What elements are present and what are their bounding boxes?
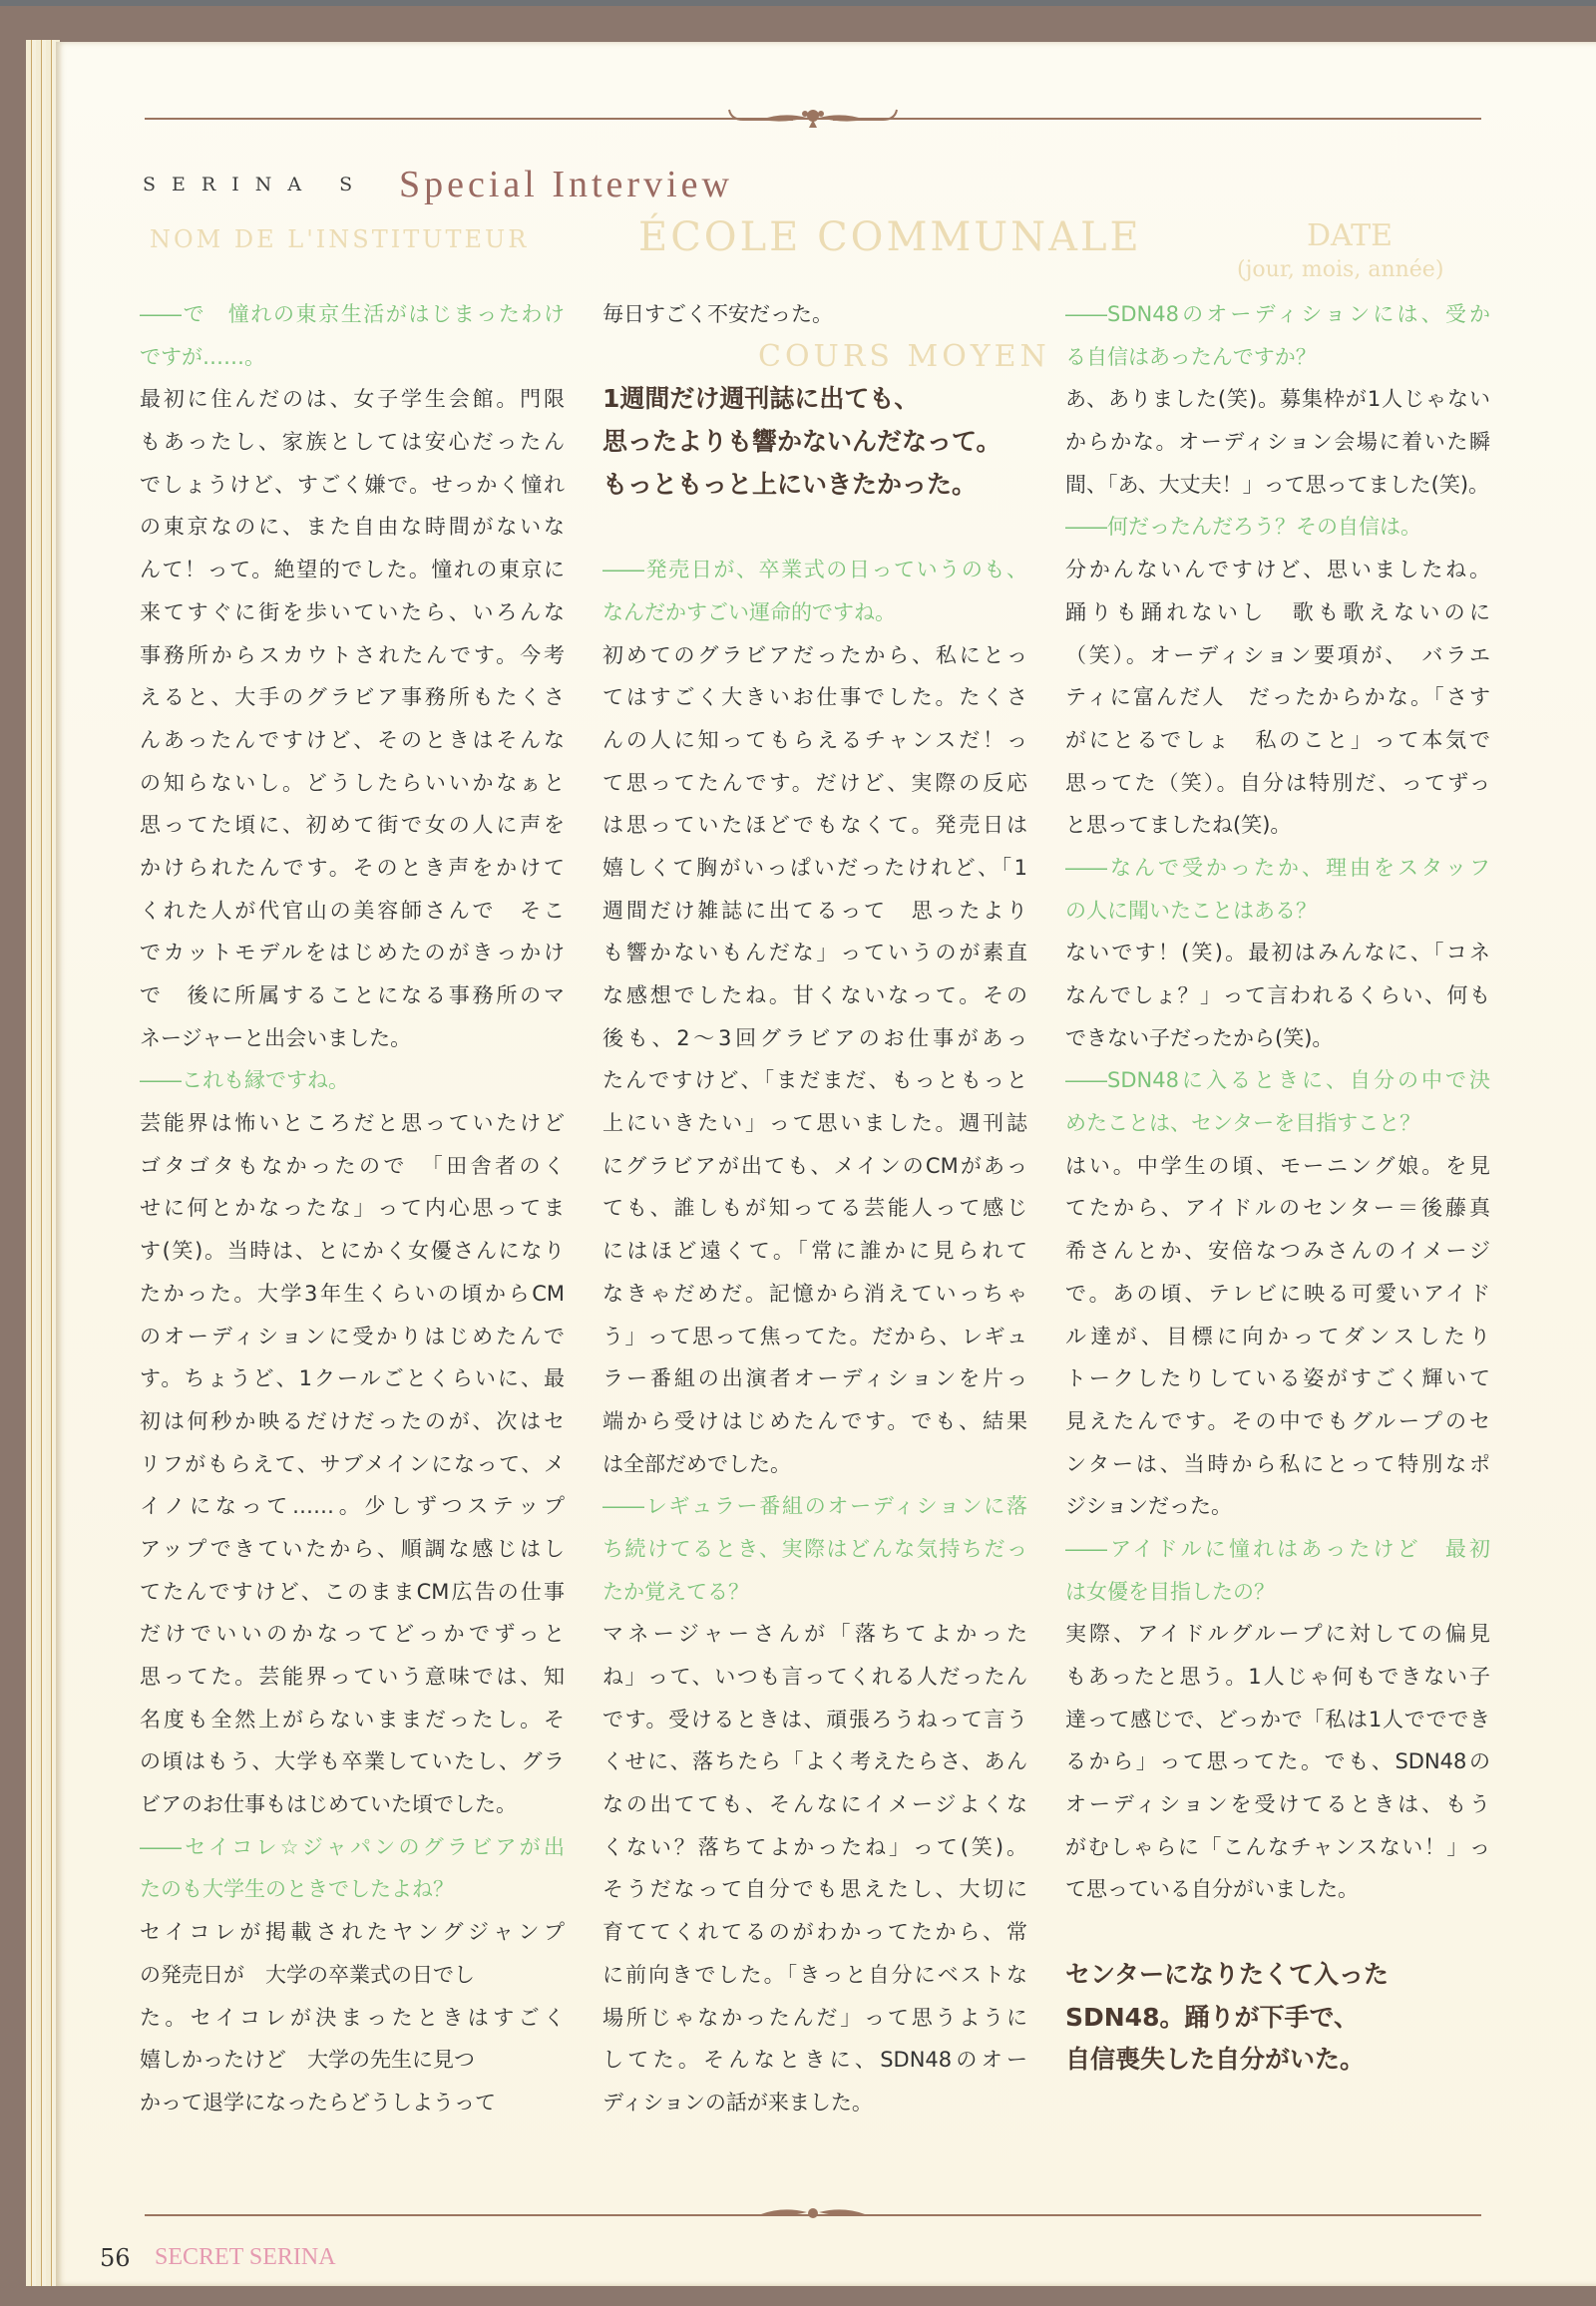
answer-text-line: からかな。オーディション会場に着いた瞬: [1065, 430, 1490, 455]
answer-text-line: たかった。大学3年生くらいの頃からCM: [140, 1281, 565, 1306]
scan-top-edge: [0, 0, 1596, 6]
background-lettering: DATE: [1307, 218, 1393, 253]
answer-text-line: もあったし、家族としては安心だったん: [140, 430, 565, 455]
answer-text-line: なきゃだめだ。記憶から消えていっちゃ: [602, 1281, 1027, 1306]
answer-text-line: 芸能界は怖いところだと思っていたけど: [140, 1111, 565, 1136]
answer-text-line: んの人に知ってもらえるチャンスだ！っ: [602, 727, 1027, 752]
answer-text-line: 初は何秒か映るだけだったのが、次はセ: [140, 1408, 565, 1433]
answer-text-line: 実際、アイドルグループに対しての偏見: [1065, 1622, 1490, 1647]
answer-text-line: くない？落ちてよかったね」って(笑)。: [602, 1834, 1027, 1859]
answer-text-line: トークしたりしている姿がすごく輝いて: [1065, 1366, 1490, 1391]
answer-text-line: イノになって……。少しずつステップ: [140, 1494, 565, 1519]
series-label: SERINA S: [143, 174, 369, 195]
answer-text-line: 名度も全然上がらないままだったし。そ: [140, 1707, 565, 1731]
answer-text-line: なの出てても、そんなにイメージよくな: [602, 1792, 1027, 1817]
answer-text-line: の知らないし。どうしたらいいかなぁと: [140, 770, 565, 795]
answer-text-line: でしょうけど、すごく嫌で。せっかく憧れ: [140, 472, 565, 497]
page-stack-edges: [26, 40, 60, 2286]
answer-text-line: ないです！(笑)。最初はみんなに、「コネ: [1065, 941, 1490, 965]
interview-question-line: ――何だったんだろう？その自信は。: [1065, 515, 1421, 540]
answer-text-line: 初めてのグラビアだったから、私にとっ: [602, 642, 1027, 667]
answer-text-line: です。受けるときは、頑張ろうねって言う: [602, 1707, 1027, 1731]
answer-text-line: オーディションを受けてるときは、もう: [1065, 1792, 1490, 1817]
interview-question-line: は女優を目指したの？: [1065, 1579, 1275, 1604]
interview-question-line: ――SDN48のオーディションには、受か: [1065, 302, 1490, 326]
answer-text-line: なんでしょ？」って言われるくらい、何も: [1065, 983, 1490, 1007]
spacer: [602, 336, 1027, 379]
answer-text-line: に前向きでした。「きっと自分にベストな: [602, 1962, 1027, 1987]
interview-question-line: る自信はあったんですか？: [1065, 344, 1317, 369]
answer-text-line: かけられたんです。そのとき声をかけて: [140, 855, 565, 880]
answer-text-line: 後も、2～3回グラビアのお仕事があっ: [602, 1025, 1027, 1050]
answer-text-line: ティに富んだ人 だったからかな。「さす: [1065, 685, 1490, 710]
answer-text-line: 嬉しくて胸がいっぱいだったけれど、「1: [602, 855, 1027, 880]
answer-text-line: 端から受けはじめたんです。でも、結果: [602, 1408, 1027, 1433]
answer-text-line: は思っていたほどでもなくて。発売日は: [602, 813, 1027, 838]
answer-text-line: マネージャーさんが「落ちてよかった: [602, 1622, 1027, 1647]
answer-text-line: 達って感じで、どっかで「私は1人でででき: [1065, 1707, 1490, 1731]
answer-text-line: てたから、アイドルのセンター＝後藤真: [1065, 1196, 1490, 1221]
interview-question-line: ――レギュラー番組のオーディションに落: [602, 1494, 1027, 1519]
answer-text-line: の頃はもう、大学も卒業していたし、グラ: [140, 1749, 565, 1774]
answer-text-line: 毎日すごく不安だった。: [602, 302, 833, 326]
background-lettering: ÉCOLE COMMUNALE: [638, 214, 1142, 260]
answer-text-line: 思ってた（笑）。自分は特別だ、ってずっ: [1065, 770, 1490, 795]
answer-text-line: 希さんとか、安倍なつみさんのイメージ: [1065, 1239, 1490, 1264]
answer-text-line: な感想でしたね。甘くないなって。その: [602, 983, 1027, 1007]
answer-text-line: と思ってましたね(笑)。: [1065, 813, 1292, 838]
answer-text-line: は全部だめでした。: [602, 1451, 791, 1476]
answer-text-line: ゴタゴタもなかったので 「田舎者のく: [140, 1153, 565, 1178]
answer-text-line: 見えたんです。その中でもグループのセ: [1065, 1408, 1490, 1433]
answer-text-line: るから」って思ってた。でも、SDN48の: [1065, 1749, 1490, 1774]
answer-text-line: 踊りも踊れないし 歌も歌えないのに: [1065, 599, 1490, 624]
answer-text-line: もあったと思う。1人じゃ何もできない子: [1065, 1665, 1490, 1689]
answer-text-line: せに何とかなったな」って内心思ってま: [140, 1196, 565, 1221]
interview-question-line: たのも大学生のときでしたよね？: [140, 1877, 454, 1902]
answer-text-line: 来てすぐに街を歩いていたら、いろんな: [140, 599, 565, 624]
answer-text-line: でカットモデルをはじめたのがきっかけ: [140, 941, 565, 965]
answer-text-line: ね」って、いつも言ってくれる人だったん: [602, 1665, 1027, 1689]
answer-text-line: ても、誰しもが知ってる芸能人って感じ: [602, 1196, 1027, 1221]
pull-quote-line: 思ったよりも響かないんだなって。: [602, 427, 1001, 457]
magazine-name: SECRET SERINA: [155, 2244, 336, 2270]
interview-question-line: ――これも縁ですね。: [140, 1068, 349, 1093]
answer-text-line: アップできていたから、順調な感じはし: [140, 1536, 565, 1561]
ornament-icon: [723, 2202, 903, 2226]
answer-text-line: 上にいきたい」って思いました。週刊誌: [602, 1111, 1027, 1136]
answer-text-line: の発売日が 大学の卒業式の日でし: [140, 1962, 475, 1987]
answer-text-line: 分かんないんですけど、思いましたね。: [1065, 558, 1490, 582]
answer-text-line: くせに、落ちたら「よく考えたらさ、あん: [602, 1749, 1027, 1774]
answer-text-line: だけでいいのかなってどっかでずっと: [140, 1622, 565, 1647]
column-2: [602, 293, 1027, 2124]
answer-text-line: あ、ありました(笑)。募集枠が1人じゃない: [1065, 387, 1490, 412]
answer-text-line: リフがもらえて、サブメインになって、メ: [140, 1451, 565, 1476]
pull-quote-line: センターになりたくて入った: [1065, 1959, 1390, 1989]
answer-text-line: のオーディションに受かりはじめたんで: [140, 1324, 565, 1348]
interview-question-line: ――なんで受かったか、理由をスタッフ: [1065, 855, 1490, 880]
interview-question-line: ――SDN48に入るときに、自分の中で決: [1065, 1068, 1490, 1093]
answer-text-line: えると、大手のグラビア事務所もたくさ: [140, 685, 565, 710]
background-lettering: NOM DE L'INSTITUTEUR: [150, 225, 530, 253]
answer-text-line: で。あの頃、テレビに映る可愛いアイド: [1065, 1281, 1490, 1306]
answer-text-line: 育ててくれてるのがわかってたから、常: [602, 1920, 1027, 1945]
answer-text-line: ラー番組の出演者オーディションを片っ: [602, 1366, 1027, 1391]
answer-text-line: 事務所からスカウトされたんです。今考: [140, 642, 565, 667]
answer-text-line: にグラビアが出ても、メインのCMがあっ: [602, 1153, 1027, 1178]
answer-text-line: ンターは、当時から私にとって特別なポ: [1065, 1451, 1490, 1476]
pull-quote-line: SDN48。踊りが下手で、: [1065, 2002, 1359, 2032]
interview-question-line: ――発売日が、卒業式の日っていうのも、: [602, 558, 1027, 582]
pull-quote-line: 1週間だけ週刊誌に出ても、: [602, 384, 920, 414]
answer-text-line: んて！って。絶望的でした。憧れの東京に: [140, 558, 565, 582]
page-title: Special Interview: [399, 164, 733, 205]
answer-text-line: う」って思って焦ってた。だから、レギュ: [602, 1324, 1027, 1348]
interview-question-line: たか覚えてる？: [602, 1579, 749, 1604]
answer-text-line: はい。中学生の頃、モーニング娘。を見: [1065, 1153, 1490, 1178]
answer-text-line: がにとるでしょ 私のこと」って本気で: [1065, 727, 1490, 752]
answer-text-line: ル達が、目標に向かってダンスしたり: [1065, 1324, 1490, 1348]
answer-text-line: た。セイコレが決まったときはすごく: [140, 2005, 565, 2030]
column-3: [1065, 293, 1490, 2082]
answer-text-line: （笑）。オーディション要項が、 バラエ: [1065, 642, 1490, 667]
answer-text-line: て思ってたんです。だけど、実際の反応: [602, 770, 1027, 795]
answer-text-line: ジションだった。: [1065, 1494, 1233, 1519]
answer-text-line: くれた人が代官山の美容師さんで そこ: [140, 898, 565, 923]
answer-text-line: そうだなって自分でも思えたし、大切に: [602, 1877, 1027, 1902]
answer-text-line: す(笑)。当時は、とにかく女優さんになり: [140, 1239, 565, 1264]
interview-question-line: の人に聞いたことはある？: [1065, 898, 1317, 923]
answer-text-line: してた。そんなときに、SDN48のオー: [602, 2048, 1027, 2073]
interview-question-line: ですが……。: [140, 344, 265, 369]
interview-question-line: ――セイコレ☆ジャパンのグラビアが出: [140, 1834, 565, 1859]
interview-question-line: ち続けてるとき、実際はどんな気持ちだっ: [602, 1536, 1027, 1561]
answer-text-line: セイコレが掲載されたヤングジャンプ: [140, 1920, 565, 1945]
answer-text-line: も響かないもんだな」っていうのが素直: [602, 941, 1027, 965]
interview-question-line: めたことは、センターを目指すこと？: [1065, 1111, 1421, 1136]
answer-text-line: 思ってた。芸能界っていう意味では、知: [140, 1665, 565, 1689]
column-1: [140, 293, 565, 2124]
pull-quote-line: 自信喪失した自分がいた。: [1065, 2045, 1366, 2075]
answer-text-line: んあったんですけど、そのときはそんな: [140, 727, 565, 752]
spacer: [1065, 1911, 1490, 1954]
interview-question-line: ――で 憧れの東京生活がはじまったわけ: [140, 302, 565, 326]
answer-text-line: て思っている自分がいました。: [1065, 1877, 1359, 1902]
answer-text-line: 最初に住んだのは、女子学生会館。門限: [140, 387, 565, 412]
answer-text-line: にはほど遠くて。「常に誰かに見られて: [602, 1239, 1027, 1264]
answer-text-line: す。ちょうど、1クールごとくらいに、最: [140, 1366, 565, 1391]
answer-text-line: たんですけど、「まだまだ、もっともっと: [602, 1068, 1027, 1093]
interview-question-line: なんだかすごい運命的ですね。: [602, 599, 896, 624]
interview-question-line: ――アイドルに憧れはあったけど 最初: [1065, 1536, 1490, 1561]
answer-text-line: の東京なのに、また自由な時間がないな: [140, 515, 565, 540]
answer-text-line: かって退学になったらどうしようって: [140, 2090, 496, 2114]
background-lettering: COURS MOYEN: [758, 339, 1050, 374]
answer-text-line: 嬉しかったけど 大学の先生に見つ: [140, 2048, 475, 2073]
page-number: 56: [100, 2244, 131, 2272]
answer-text-line: 週間だけ雑誌に出てるって 思ったより: [602, 898, 1027, 923]
answer-text-line: できない子だったから(笑)。: [1065, 1025, 1334, 1050]
answer-text-line: 思ってた頃に、初めて街で女の人に声を: [140, 813, 565, 838]
answer-text-line: 間、「あ、大丈夫！」って思ってました(笑)。: [1065, 472, 1490, 497]
answer-text-line: で 後に所属することになる事務所のマ: [140, 983, 565, 1007]
pull-quote-line: もっともっと上にいきたかった。: [602, 469, 978, 499]
answer-text-line: ネージャーと出会いました。: [140, 1025, 412, 1050]
background-lettering: (jour, mois, année): [1237, 257, 1444, 282]
answer-text-line: 場所じゃなかったんだ」って思うように: [602, 2005, 1027, 2030]
spacer: [602, 506, 1027, 549]
ornament-icon: [723, 106, 903, 130]
answer-text-line: ディションの話が来ました。: [602, 2090, 873, 2114]
answer-text-line: てたんですけど、このままCM広告の仕事: [140, 1579, 565, 1604]
answer-text-line: てはすごく大きいお仕事でした。たくさ: [602, 685, 1027, 710]
answer-text-line: がむしゃらに「こんなチャンスない！」っ: [1065, 1834, 1490, 1859]
answer-text-line: ビアのお仕事もはじめていた頃でした。: [140, 1792, 517, 1817]
